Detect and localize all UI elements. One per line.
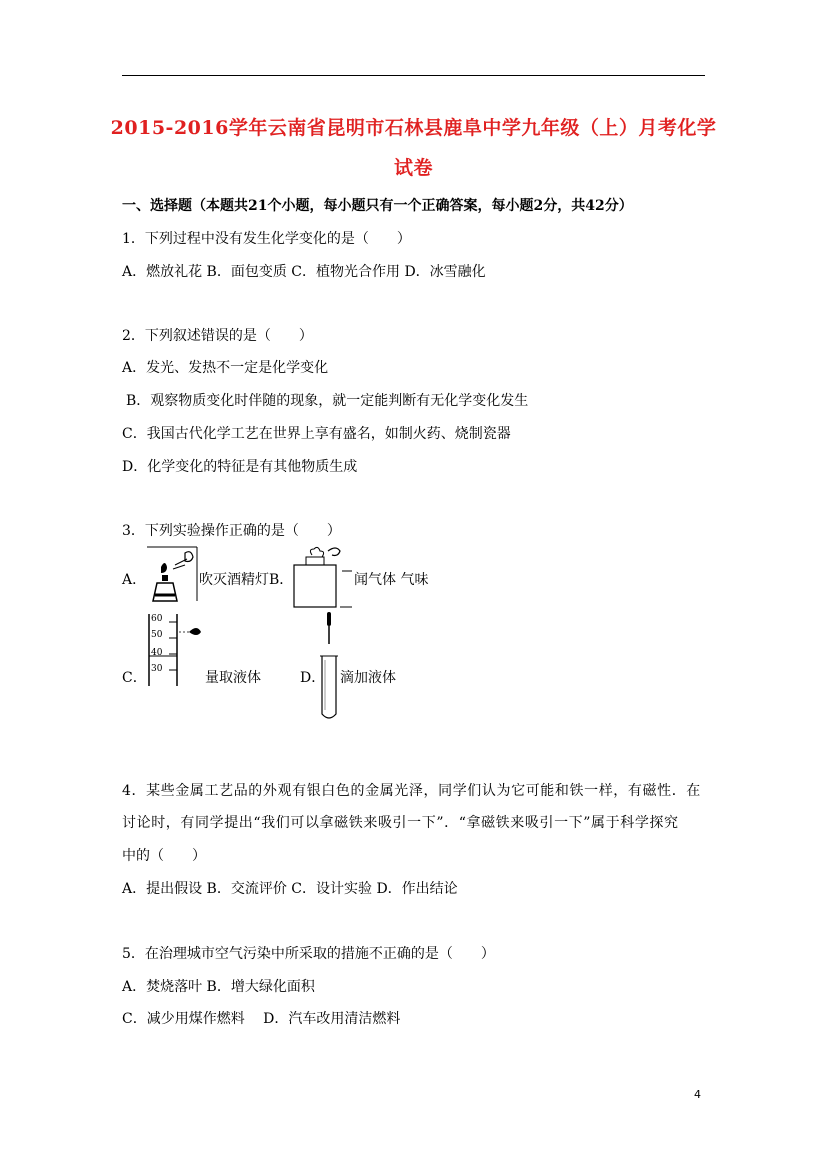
question-2-stem: 2．下列叙述错误的是（ ） [122,328,313,344]
page-number: 4 [694,1088,701,1101]
alcohol-lamp-blowing-image [145,545,199,603]
question-5-options-ab: A．焚烧落叶 B．增大绿化面积 [122,979,315,995]
cylinder-tick-label: 50 [151,630,163,640]
question-3-option-b-text: 闻气体 气味 [354,572,429,588]
document-title-line-2: 试卷 [393,157,433,179]
question-3-option-a-letter: A． [122,572,147,588]
document-title-line-1: 2015-2016学年云南省昆明市石林县鹿阜中学九年级（上）月考化学 [110,117,717,139]
cylinder-tick-label: 40 [151,648,163,658]
question-1-options: A．燃放礼花 B．面包变质 C．植物光合作用 D．冰雪融化 [122,264,486,280]
question-2-option-a: A．发光、发热不一定是化学变化 [122,360,329,376]
question-2-option-d: D．化学变化的特征是有其他物质生成 [122,459,358,475]
question-3-option-c-text: 量取液体 [205,670,261,686]
question-4-options: A．提出假设 B．交流评价 C．设计实验 D．作出结论 [122,881,458,897]
dropper-test-tube-image [318,610,340,722]
question-2-option-b: B．观察物质变化时伴随的现象，就一定能判断有无化学变化发生 [126,393,529,409]
cylinder-tick-label: 60 [151,614,163,624]
cylinder-tick-label: 30 [151,664,163,674]
question-3-option-d-text: 滴加液体 [340,670,396,686]
question-5-stem: 5．在治理城市空气污染中所采取的措施不正确的是（ ） [122,946,495,962]
question-4-line-1: 4．某些金属工艺品的外观有银白色的金属光泽，同学们认为它可能和铁一样，有磁性．在 [122,783,701,799]
question-3-option-a-text: 吹灭酒精灯B． [199,572,294,588]
question-3-stem: 3．下列实验操作正确的是（ ） [122,523,341,539]
header-rule [122,75,705,76]
question-5-options-cd: C．减少用煤作燃料 D．汽车改用清洁燃料 [122,1011,401,1027]
question-3-option-c-letter: C． [122,670,147,686]
question-4-line-2: 讨论时，有同学提出“我们可以拿磁铁来吸引一下”．“拿磁铁来吸引一下”属于科学探究 [122,815,679,831]
question-1-stem: 1．下列过程中没有发生化学变化的是（ ） [122,231,411,247]
question-4-line-3: 中的（ ） [122,848,206,864]
question-3-option-d-letter: D． [300,670,326,686]
question-2-option-c: C．我国古代化学工艺在世界上享有盛名，如制火药、烧制瓷器 [122,426,511,442]
smelling-gas-bottle-image [290,543,354,609]
section-heading: 一、选择题（本题共21个小题，每小题只有一个正确答案，每小题2分，共42分） [122,198,633,214]
